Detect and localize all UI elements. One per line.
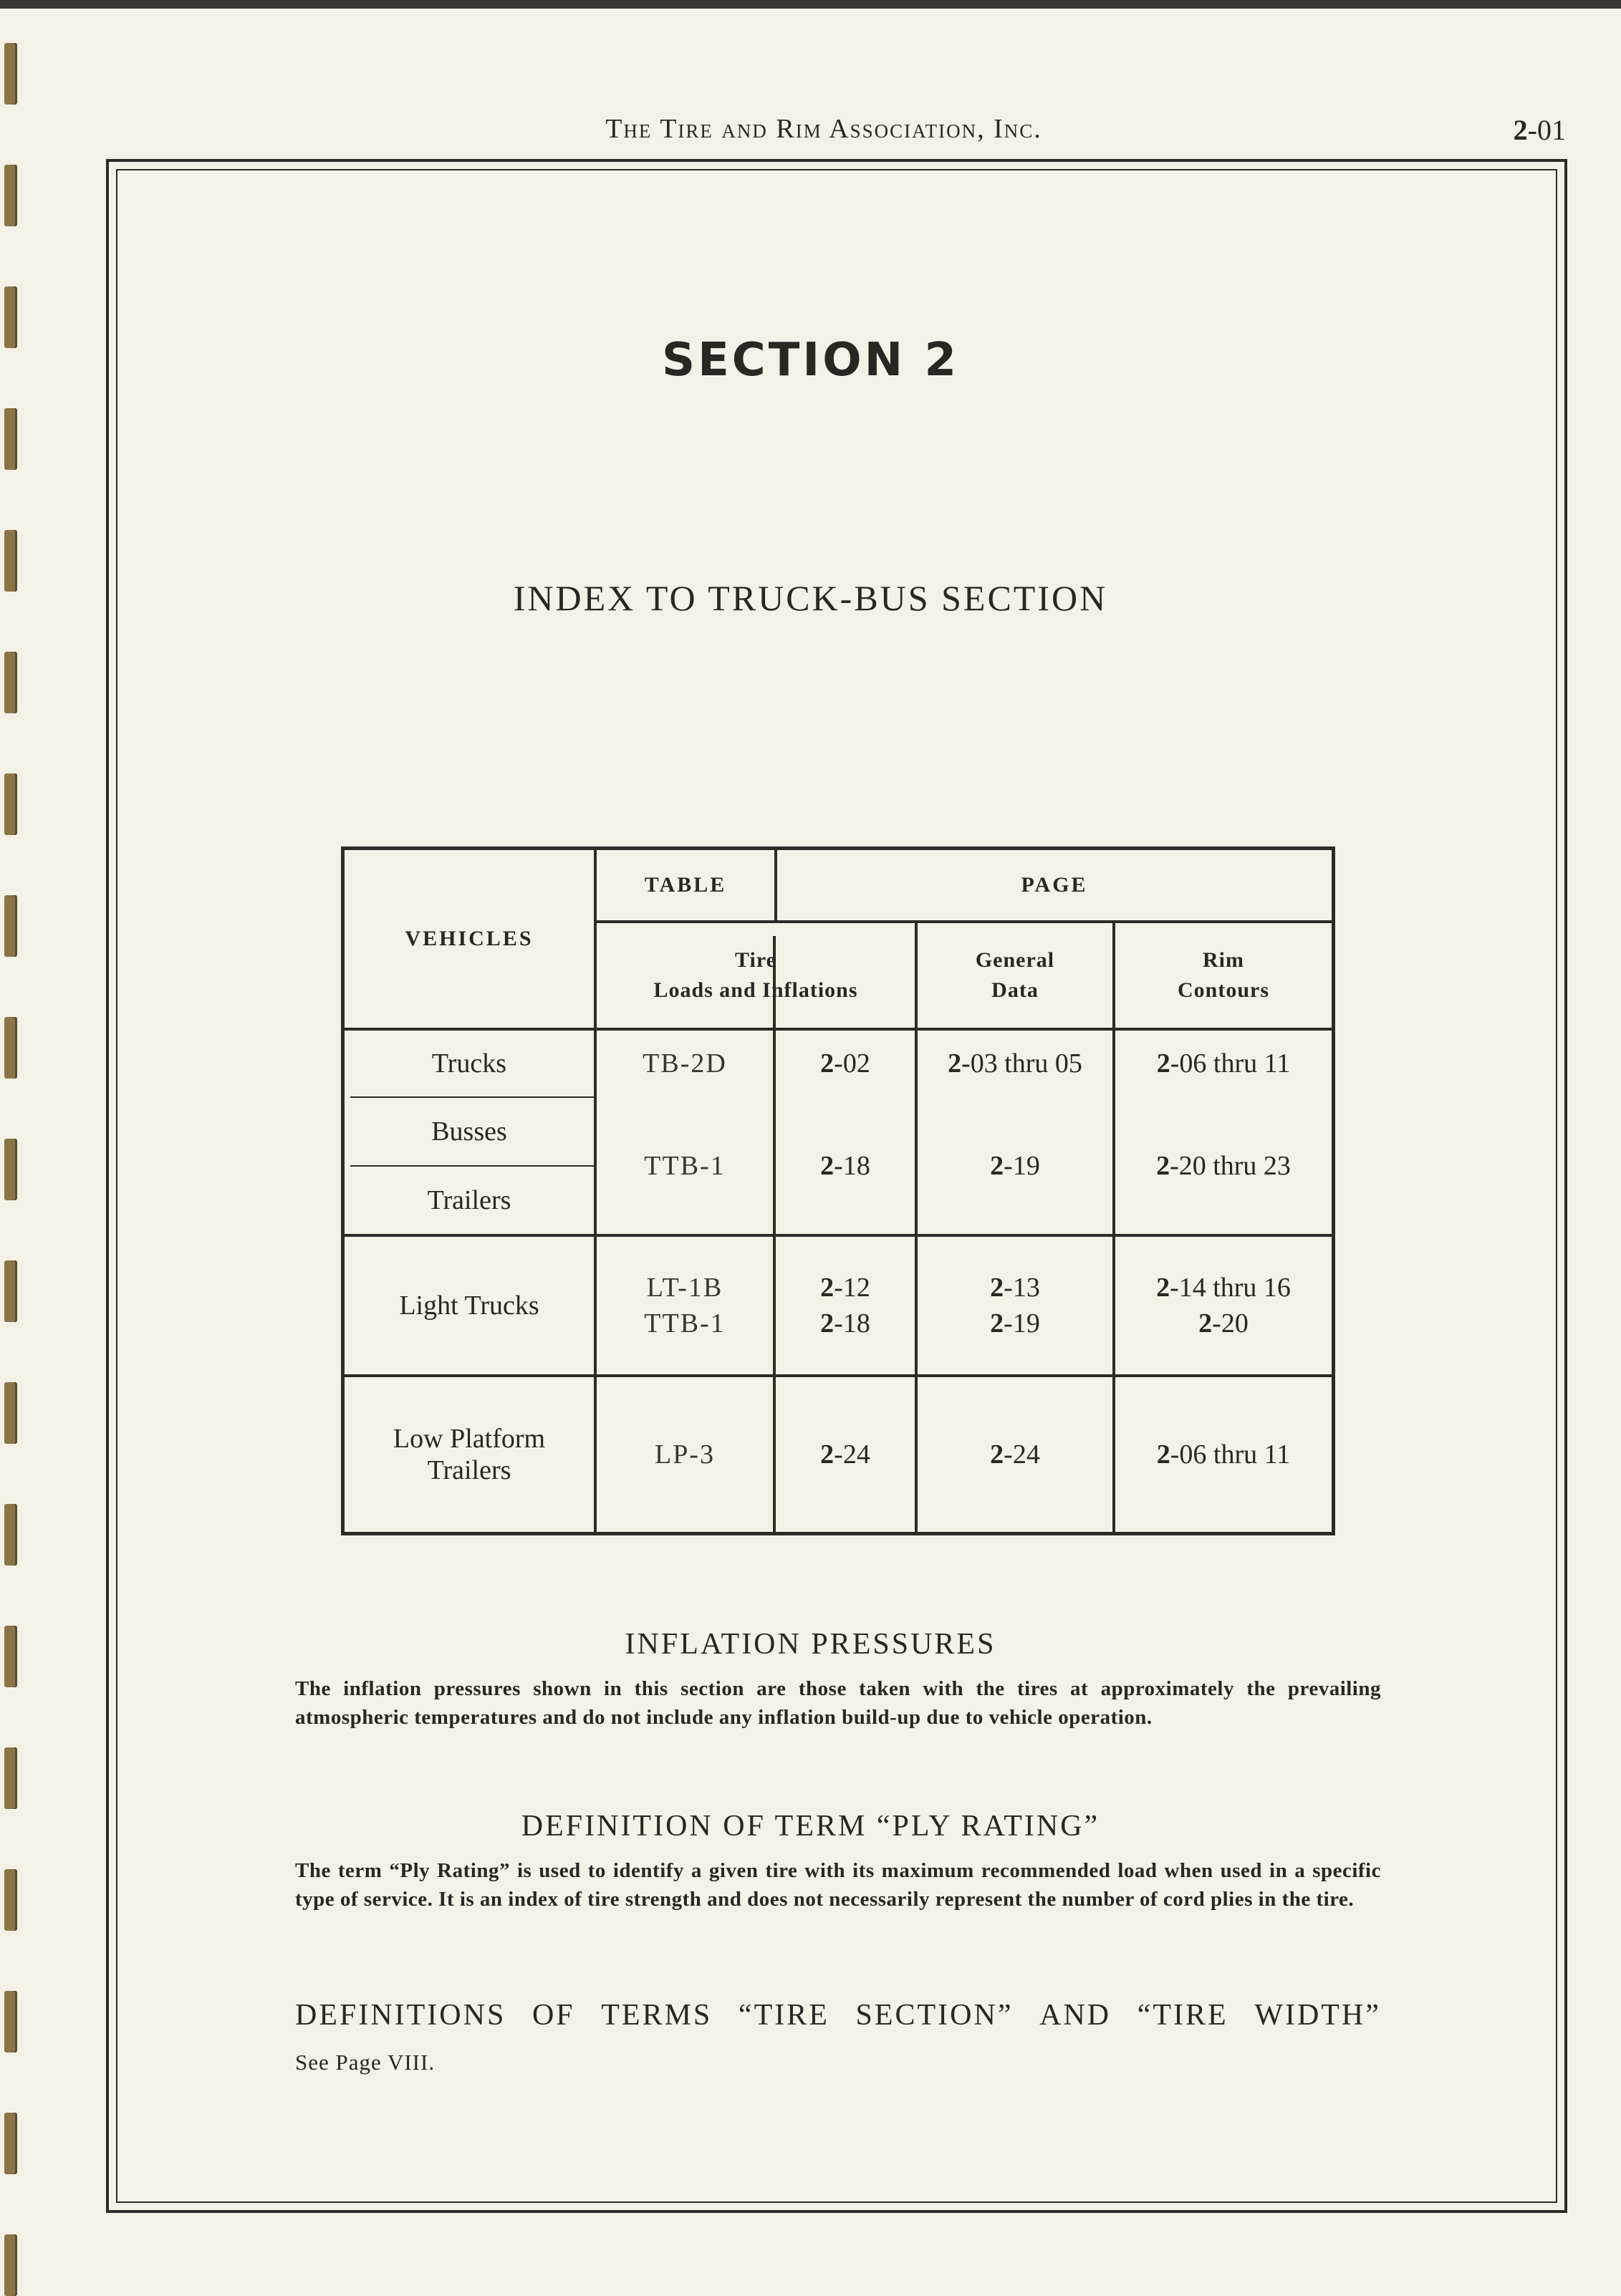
binding-ring <box>4 165 17 226</box>
page-ref: 2-18 <box>820 1151 870 1181</box>
heading-word: TERMS <box>601 1999 713 2032</box>
page-ref: 2-24 <box>820 1439 870 1470</box>
running-head <box>115 113 1605 156</box>
row-trucks-rim <box>1115 1031 1332 1096</box>
row-busses-tire-loads <box>776 1098 915 1234</box>
page-ref: 2-24 <box>990 1439 1040 1470</box>
page-ref: 2-19 <box>990 1151 1040 1181</box>
binding-ring <box>4 1991 17 2053</box>
header-general-data <box>918 923 1112 1028</box>
row-low-platform-general <box>918 1377 1112 1532</box>
binding-ring <box>4 1382 17 1444</box>
heading-word: WIDTH” <box>1254 1999 1381 2032</box>
row-light-trucks-tire-loads <box>776 1237 915 1374</box>
binding-ring <box>4 1504 17 1566</box>
page-ref: 2-14 thru 16 <box>1156 1273 1291 1303</box>
binding-ring <box>4 43 17 105</box>
row-low-platform-tire-loads <box>776 1377 915 1532</box>
row-light-trucks-general <box>918 1237 1112 1374</box>
page-ref: 2-03 thru 05 <box>948 1048 1082 1079</box>
table-code: LT-1B <box>646 1273 723 1303</box>
binding-ring <box>4 1869 17 1931</box>
vehicle-line: Trailers <box>427 1455 511 1485</box>
row-trucks-tire-loads <box>776 1031 915 1096</box>
row-low-platform-rim <box>1115 1377 1332 1532</box>
page-number-prefix: 2 <box>1513 114 1528 146</box>
header-general-line1: General <box>975 948 1055 972</box>
header-rim-contours <box>1115 923 1332 1028</box>
binding-ring <box>4 2113 17 2174</box>
header-tire-loads-line2: Loads and Inflations <box>653 978 858 1002</box>
header-rim-line1: Rim <box>1203 948 1244 972</box>
row-trucks-general <box>918 1031 1112 1096</box>
binding-ring <box>4 2234 17 2296</box>
header-table: TABLE <box>644 873 727 897</box>
table-code: TTB-1 <box>644 1308 726 1338</box>
row-light-trucks-rim <box>1115 1237 1332 1374</box>
inflation-heading: INFLATION PRESSURES <box>625 1628 996 1661</box>
ply-rating-heading: DEFINITION OF TERM “PLY RATING” <box>521 1810 1100 1843</box>
header-tire-loads-line1: Tire <box>735 948 776 972</box>
page-ref: 2-06 thru 11 <box>1156 1439 1291 1470</box>
page-ref: 2-12 <box>820 1273 870 1303</box>
row-trucks-vehicle: Trucks <box>431 1048 507 1079</box>
section-title: SECTION 2 <box>661 334 960 387</box>
binding-ring <box>4 652 17 713</box>
page-ref: 2-02 <box>820 1048 870 1079</box>
header-vehicles: VEHICLES <box>405 927 534 950</box>
page-ref: 2-18 <box>820 1308 870 1338</box>
row-light-trucks-vehicle: Light Trucks <box>399 1291 539 1321</box>
heading-word: AND <box>1039 1999 1112 2032</box>
binding-ring <box>4 773 17 835</box>
row-busses-vehicle: Busses <box>431 1116 507 1147</box>
index-title: INDEX TO TRUCK-BUS SECTION <box>513 578 1108 618</box>
row-trucks-table: TB-2D <box>643 1048 727 1079</box>
heading-word: SECTION” <box>855 1999 1014 2032</box>
page-number <box>1514 113 1566 147</box>
header-rim-line2: Contours <box>1177 978 1269 1002</box>
page-ref: 2-13 <box>990 1273 1040 1303</box>
header-page: PAGE <box>1021 873 1088 897</box>
row-low-platform-vehicle <box>345 1377 594 1532</box>
ply-rating-text: The term “Ply Rating” is used to identify a given tire with its maximum recommended load when used in a specific type of service. It is an index of tire strength and does not necessarily represent the number of cord plies in the tire. <box>295 1859 1381 1911</box>
row-busses-rim <box>1115 1098 1332 1234</box>
heading-word: “TIRE <box>1137 1999 1228 2032</box>
row-busses-table: TTB-1 <box>644 1151 726 1181</box>
header-general-line2: Data <box>991 978 1039 1002</box>
publisher-title: The Tire and Rim Association, Inc. <box>605 114 1042 144</box>
heading-word: OF <box>531 1999 575 2032</box>
heading-word: “TIRE <box>738 1999 829 2032</box>
heading-word: DEFINITIONS <box>295 1999 506 2032</box>
top-edge-rule <box>0 0 1621 9</box>
row-trailers-vehicle: Trailers <box>427 1185 511 1215</box>
row-low-platform-table: LP-3 <box>655 1439 715 1470</box>
binding-ring <box>4 1017 17 1079</box>
page-ref: 2-19 <box>990 1308 1040 1338</box>
page-number-suffix: -01 <box>1527 114 1566 146</box>
binding-ring <box>4 895 17 957</box>
binding-ring <box>4 408 17 470</box>
definitions-heading <box>295 1998 1381 2032</box>
page-ref: 2-06 thru 11 <box>1156 1048 1291 1079</box>
definitions-note: See Page VIII. <box>295 2050 436 2075</box>
inflation-text: The inflation pressures shown in this section are those taken with the tires at approximately the prevailing atmospheric temperatures and do not include any inflation build-up due to vehicle operation. <box>295 1677 1381 1729</box>
header-tire-loads <box>597 923 915 1028</box>
binding-ring <box>4 1260 17 1322</box>
binding-ring <box>4 1139 17 1200</box>
row-light-trucks-table <box>597 1237 773 1374</box>
vehicle-line: Low Platform <box>393 1424 546 1454</box>
index-table <box>341 846 1335 1535</box>
row-busses-general <box>918 1098 1112 1234</box>
binding-ring <box>4 1747 17 1809</box>
page-ref: 2-20 <box>1198 1308 1249 1338</box>
page-ref: 2-20 thru 23 <box>1156 1151 1291 1181</box>
